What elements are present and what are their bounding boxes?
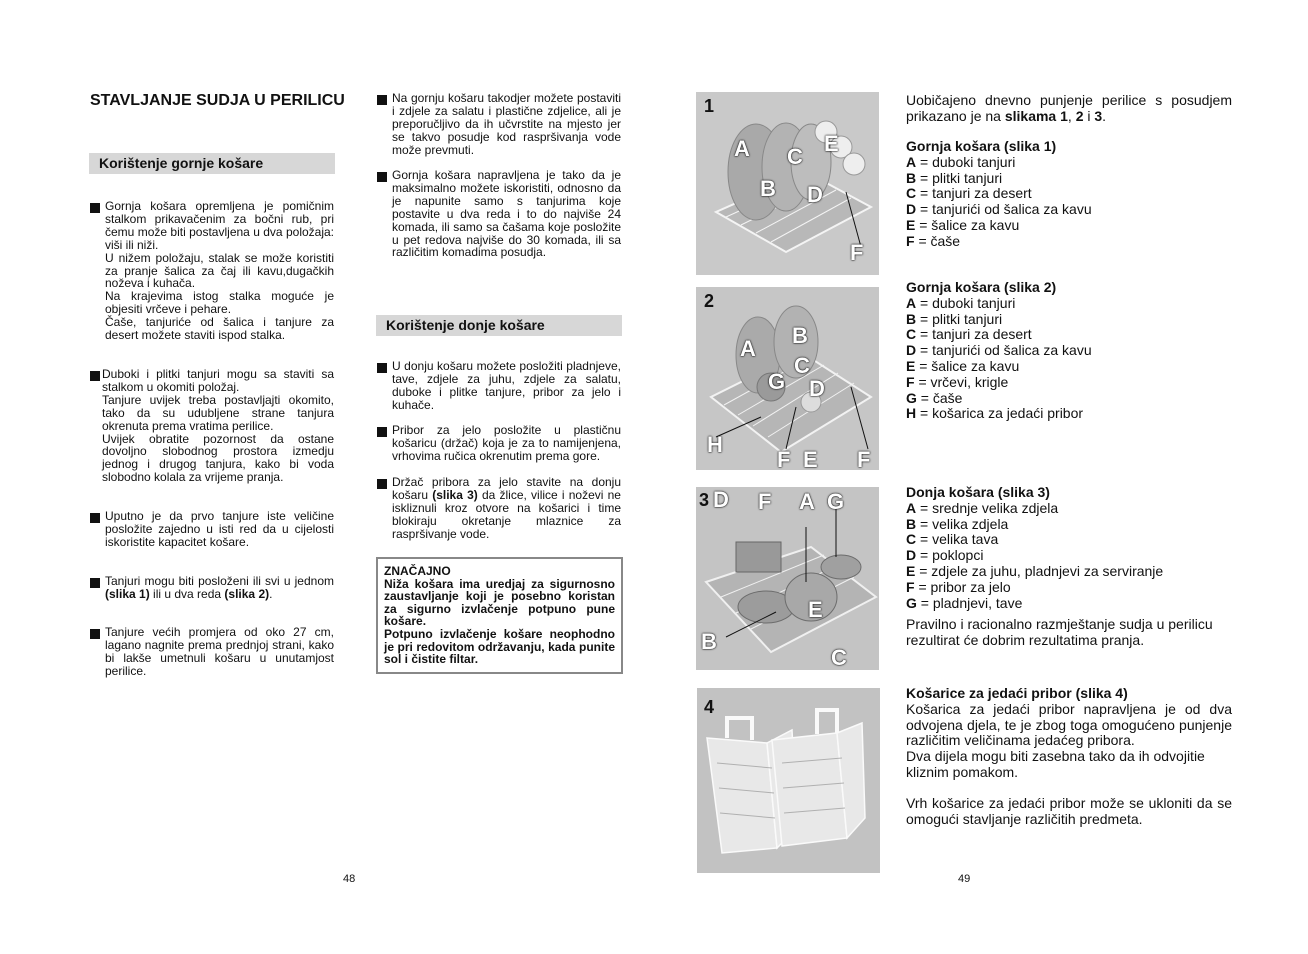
paragraph-line: Čaše, tanjuriće od šalica i tanjure za desert možete staviti ispod stalka. [105,315,334,343]
paragraph-line: Uvijek obratite pozornost da ostane dovoljno slobodnog prostora izmedju jednog i drugog tanjura, kako bi voda slobodno kolala za vrijeme pranja. [102,431,334,485]
list-item: E = šalice za kavu [906,357,1020,374]
list-item: A = srednje velika zdjela [906,499,1059,516]
figure-number: 3 [699,490,710,510]
list-item [90,575,334,601]
list-item: G = čaše [906,389,963,406]
list-item [90,200,334,342]
paragraph-line: Košarica za jedaći pribor napravljena je od dva odvojena djela, te je zbog toga omogućeno punjenje različitim veličinama jedaćeg pribora. [906,700,1232,749]
list-item [377,92,621,157]
legend-title: Donja košara (slika 3) [906,484,1050,500]
list-item: E = šalice za kavu [906,216,1020,233]
closing-paragraph: Pravilno i racionalno razmještanje sudja u perilicu rezultirat će dobrim rezultatima pranja. [906,616,1213,648]
figure-upper-basket-1 [696,92,879,275]
figure-label: A [740,336,756,361]
figure-label: F [850,240,864,265]
cutlery-basket-section [906,686,1232,781]
figure-label: B [760,176,776,201]
paragraph: Tanjure većih promjera od oko 27 cm, lagano nagnite prema prednjoj strani, kako bi lakše umetnuli košaru u unutamjost perilice. [105,625,334,678]
list-item [90,626,334,678]
paragraph-line: Tanjure uvijek treba postavljajti okomito, tako da su udubljene strane tanjura okrenuta prema vratima perilice. [102,392,334,433]
bullet-square-icon [377,95,387,105]
figure-label: C [831,645,847,670]
bullet-square-icon [377,172,387,182]
figure-number: 4 [704,697,715,717]
notice-text: Niža košara ima uredjaj za sigurnosno zaustavljanje koji je posebno koristan za sigurno izvlačenje potpuno pune košare. [384,576,615,629]
list-item: B = plitki tanjuri [906,310,1003,327]
paragraph-line: Dva dijela mogu biti zasebna tako da ih odvojitie kliznim pomakom. [906,748,1205,780]
list-item: C = velika tava [906,531,999,548]
paragraph: Gornja košara napravljena je tako da je maksimalno možete iskoristiti, odnosno da je napunite samo s tanjurima koje postavite u dva reda i to do najviše 24 komada, ili samo sa čašama koje posložite u pet redova najviše do 30 komada, ili sa različitim komadima posudja. [392,168,621,260]
list-item: F = vrčevi, krigle [906,373,1009,390]
figure-label: H [707,432,723,457]
figure-label: G [768,369,786,394]
bullet-square-icon [90,513,100,523]
list-item [377,424,621,463]
paragraph-line: Na krajevima istog stalka moguće je objesiti vrčeve i pehare. [105,289,334,317]
bullet-square-icon [90,203,100,213]
section-heading: Košarice za jedaći pribor (slika 4) [906,685,1128,701]
list-item: D = tanjurići od šalica za kavu [906,342,1092,359]
bullet-square-icon [377,479,387,489]
figure-label: A [734,136,750,161]
legend-list-3 [906,485,1232,611]
notice-text: Potpuno izvlačenje košare neophodno je pri redovitom održavanju, kada punite sol i čistite filtar. [384,626,615,667]
intro-paragraph: Uobičajeno dnevno punjenje perilice s posudjem prikazano je na slikama 1, 2 i 3. [906,92,1232,124]
paragraph: Vrh košarice za jedaći pribor može se ukloniti da se omogući stavljanje različitih predmeta. [906,795,1232,827]
figure-label: F [857,447,871,470]
legend-title: Gornja košara (slika 2) [906,279,1057,295]
lower-basket-photo [696,487,879,670]
figure-label: C [794,353,810,378]
list-item: F = pribor za jelo [906,578,1011,595]
paragraph: U donju košaru možete posložiti pladnjeve, tave, zdjele za juhu, zdjele za salatu, duboke i plitke tanjure, pribor za jelo i kuhače. [392,359,621,412]
list-item [377,169,621,259]
list-item: C = tanjuri za desert [906,326,1032,343]
cutlery-basket-photo [697,688,880,873]
bullet-square-icon [377,363,387,373]
paragraph: Pribor za jelo posložite u plastičnu košaricu (držač) koja je za to namijenjena, vrhovima ručica okrenutim prema gore. [392,423,621,463]
legend-list-2 [906,280,1232,422]
figure-number: 2 [704,291,715,311]
list-item: D = poklopci [906,547,984,564]
paragraph: Držač pribora za jelo stavite na donju košaru (slika 3) da žlice, vilice i noževi ne iskliznuli kroz otvore na košarici i time blokiraju okretanje mlaznice za raspršivanje vode. [392,475,621,541]
legend-list-1 [906,139,1232,250]
figure-label: B [792,323,808,348]
important-notice-box [376,557,623,674]
section-heading-lower-basket: Korištenje donje košare [376,315,622,336]
list-item [377,360,621,412]
page-number: 48 [343,873,356,885]
figure-label: B [701,629,717,654]
list-item: C = tanjuri za desert [906,185,1032,202]
paragraph: Uputno je da prvo tanjure iste veličine posložite zajedno u isti red da u cijelosti iskoristite kapacitet košare. [105,509,334,549]
figure-label: D [809,376,825,401]
bullet-square-icon [90,371,100,381]
figure-label: G [827,489,845,514]
figure-label: F [758,489,772,514]
figure-label: E [808,597,823,622]
figure-label: D [713,487,729,512]
bullet-square-icon [377,427,387,437]
paragraph-line: U nižem položaju, stalak se može koristiti za pranje šalica za čaj ili kavu,dugačkih noževa i kuhača. [105,250,334,291]
list-item: A = duboki tanjuri [906,153,1016,170]
figure-label: A [799,489,815,514]
figure-cutlery-basket-4 [697,688,880,873]
list-item: B = velika zdjela [906,515,1009,532]
figure-label: C [787,144,803,169]
figure-label: D [807,182,823,207]
paragraph-line: Gornja košara opremljena je pomičnim stalkom prikavačenim za bočni rub, pri čemu može biti postavljena u dva položaja: viši ili niži. [105,199,334,252]
figure-number: 1 [704,96,715,116]
bullet-square-icon [90,629,100,639]
figure-label: E [824,131,839,156]
list-item: A = duboki tanjuri [906,294,1016,311]
upper-basket-photo [696,287,879,470]
paragraph: Tanjuri mogu biti posloženi ili svi u jednom (slika 1) ili u dva reda (slika 2). [105,574,334,601]
paragraph: Na gornju košaru takodjer možete postaviti i zdjele za salatu i plastične zdjelice, ali je preporučljivo da ih učvrstite na mjesto jer se takvo posudje kod raspršivanja vode može prevmuti. [392,91,621,157]
bullet-square-icon [90,578,100,588]
list-item: E = zdjele za juhu, pladnjevi za serviranje [906,562,1164,579]
list-item: H = košarica za jedaći pribor [906,405,1084,422]
figure-label: F [777,447,791,470]
page-number: 49 [958,873,971,885]
notice-title: ZNAČAJNO [384,564,451,578]
list-item [377,476,621,541]
list-item [90,368,334,484]
legend-title: Gornja košara (slika 1) [906,138,1057,154]
list-item: B = plitki tanjuri [906,169,1003,186]
list-item [90,510,334,549]
list-item: D = tanjurići od šalica za kavu [906,201,1092,218]
figure-label: E [803,447,818,470]
paragraph-line: Duboki i plitki tanjuri mogu sa staviti sa stalkom u okomiti položaj. [102,367,334,394]
page-title: STAVLJANJE SUDJA U PERILICU [90,92,345,109]
section-heading-upper-basket: Korištenje gornje košare [89,153,335,174]
figure-lower-basket-3 [696,487,879,670]
figure-upper-basket-2 [696,287,879,470]
list-item: G = pladnjevi, tave [906,594,1023,611]
list-item: F = čaše [906,232,961,249]
